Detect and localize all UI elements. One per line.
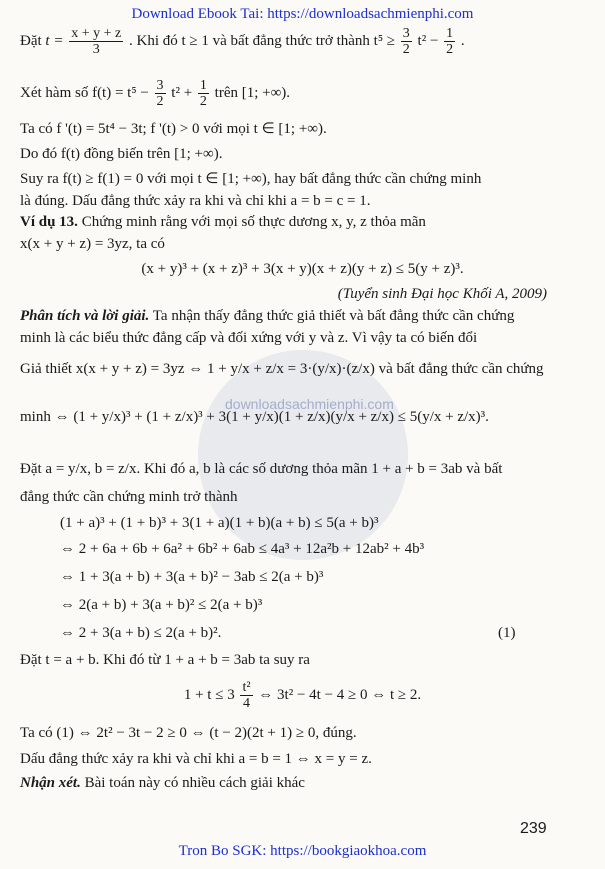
example-13-inequality: (x + y)³ + (x + z)³ + 3(x + y)(x + z)(y + z) ≤ 5(y + z)³. bbox=[141, 261, 464, 277]
source-citation: (Tuyển sinh Đại học Khối A, 2009) bbox=[337, 286, 547, 302]
line-3: Ta có f '(t) = 5t⁴ − 3t; f '(t) > 0 với mọi t ∈ [1; +∞). bbox=[20, 121, 327, 137]
line-14: minh ⇔ (1 + y/x)³ + (1 + z/x)³ + 3(1 + y/x)(1 + z/x)(y/x + z/x) ≤ 5(y/x + z/x)³. bbox=[20, 409, 489, 425]
line-1: Đặt t = $\frac{x + y + z}{3}$ . Khi đó t ≥ 1 và bất đẳng thức trở thành t⁵ ≥ $\frac{3}{2}$ t² − $\frac{1}{2}$ . bbox=[20, 26, 465, 57]
line-22: Đặt t = a + b. Khi đó từ 1 + a + b = 3ab ta suy ra bbox=[20, 652, 310, 668]
line-15: Đặt a = y/x, b = z/x. Khi đó a, b là các số dương thỏa mãn 1 + a + b = 3ab và bất bbox=[20, 461, 503, 477]
line-8: x(x + y + z) = 3yz, ta có bbox=[20, 236, 165, 252]
page-number: 239 bbox=[520, 820, 547, 837]
line-6: là đúng. Dấu đẳng thức xảy ra khi và chỉ khi a = b = c = 1. bbox=[20, 193, 371, 209]
step-3: ⇔ 1 + 3(a + b) + 3(a + b)² − 3ab ≤ 2(a + b)³ bbox=[60, 569, 324, 585]
line-16: đẳng thức cần chứng minh trở thành bbox=[20, 489, 238, 505]
line-23: 1 + t ≤ 3 $\frac{\text{t²}}{4}$ ⇔ 3t² − 4t − 4 ≥ 0 ⇔ t ≥ 2. bbox=[183, 680, 422, 711]
equation-number: (1) bbox=[498, 625, 516, 641]
step-4: ⇔ 2(a + b) + 3(a + b)² ≤ 2(a + b)³ bbox=[60, 597, 263, 613]
line-5: Suy ra f(t) ≥ f(1) = 0 với mọi t ∈ [1; +∞), hay bất đẳng thức cần chứng minh bbox=[20, 171, 482, 187]
line-25: Dấu đẳng thức xảy ra khi và chỉ khi a = b = 1 ⇔ x = y = z. bbox=[20, 751, 372, 767]
line-24: Ta có (1) ⇔ 2t² − 3t − 2 ≥ 0 ⇔ (t − 2)(2t + 1) ≥ 0, đúng. bbox=[20, 725, 357, 741]
line-13: Giả thiết x(x + y + z) = 3yz ⇔ 1 + y/x + z/x = 3·(y/x)·(z/x) và bất đẳng thức cần chứng bbox=[20, 361, 544, 377]
header-download-link[interactable]: Download Ebook Tai: https://downloadsachmienphi.com bbox=[131, 6, 474, 22]
step-2: ⇔ 2 + 6a + 6b + 6a² + 6b² + 6ab ≤ 4a³ + 12a²b + 12ab² + 4b³ bbox=[60, 541, 425, 557]
line-4: Do đó f(t) đồng biến trên [1; +∞). bbox=[20, 146, 223, 162]
analysis-heading: Phân tích và lời giải. Ta nhận thấy đẳng thức giả thiết và bất đẳng thức cần chứng bbox=[20, 308, 515, 324]
example-13-heading: Ví dụ 13. Chứng minh rằng với mọi số thực dương x, y, z thỏa mãn bbox=[20, 214, 426, 230]
line-2: Xét hàm số f(t) = t⁵ − $\frac{3}{2}$ t² + $\frac{1}{2}$ trên [1; +∞). bbox=[20, 78, 291, 109]
footer-sgk-link[interactable]: Tron Bo SGK: https://bookgiaokhoa.com bbox=[178, 843, 427, 859]
watermark-text: downloadsachmienphi.com bbox=[225, 396, 394, 412]
remark: Nhận xét. Bài toán này có nhiều cách giải khác bbox=[20, 775, 305, 791]
step-5: ⇔ 2 + 3(a + b) ≤ 2(a + b)². bbox=[60, 625, 222, 641]
step-1: (1 + a)³ + (1 + b)³ + 3(1 + a)(1 + b)(a + b) ≤ 5(a + b)³ bbox=[60, 515, 379, 531]
line-12: minh là các biểu thức đẳng cấp và đối xứng với y và z. Vì vậy ta có biến đổi bbox=[20, 330, 478, 346]
